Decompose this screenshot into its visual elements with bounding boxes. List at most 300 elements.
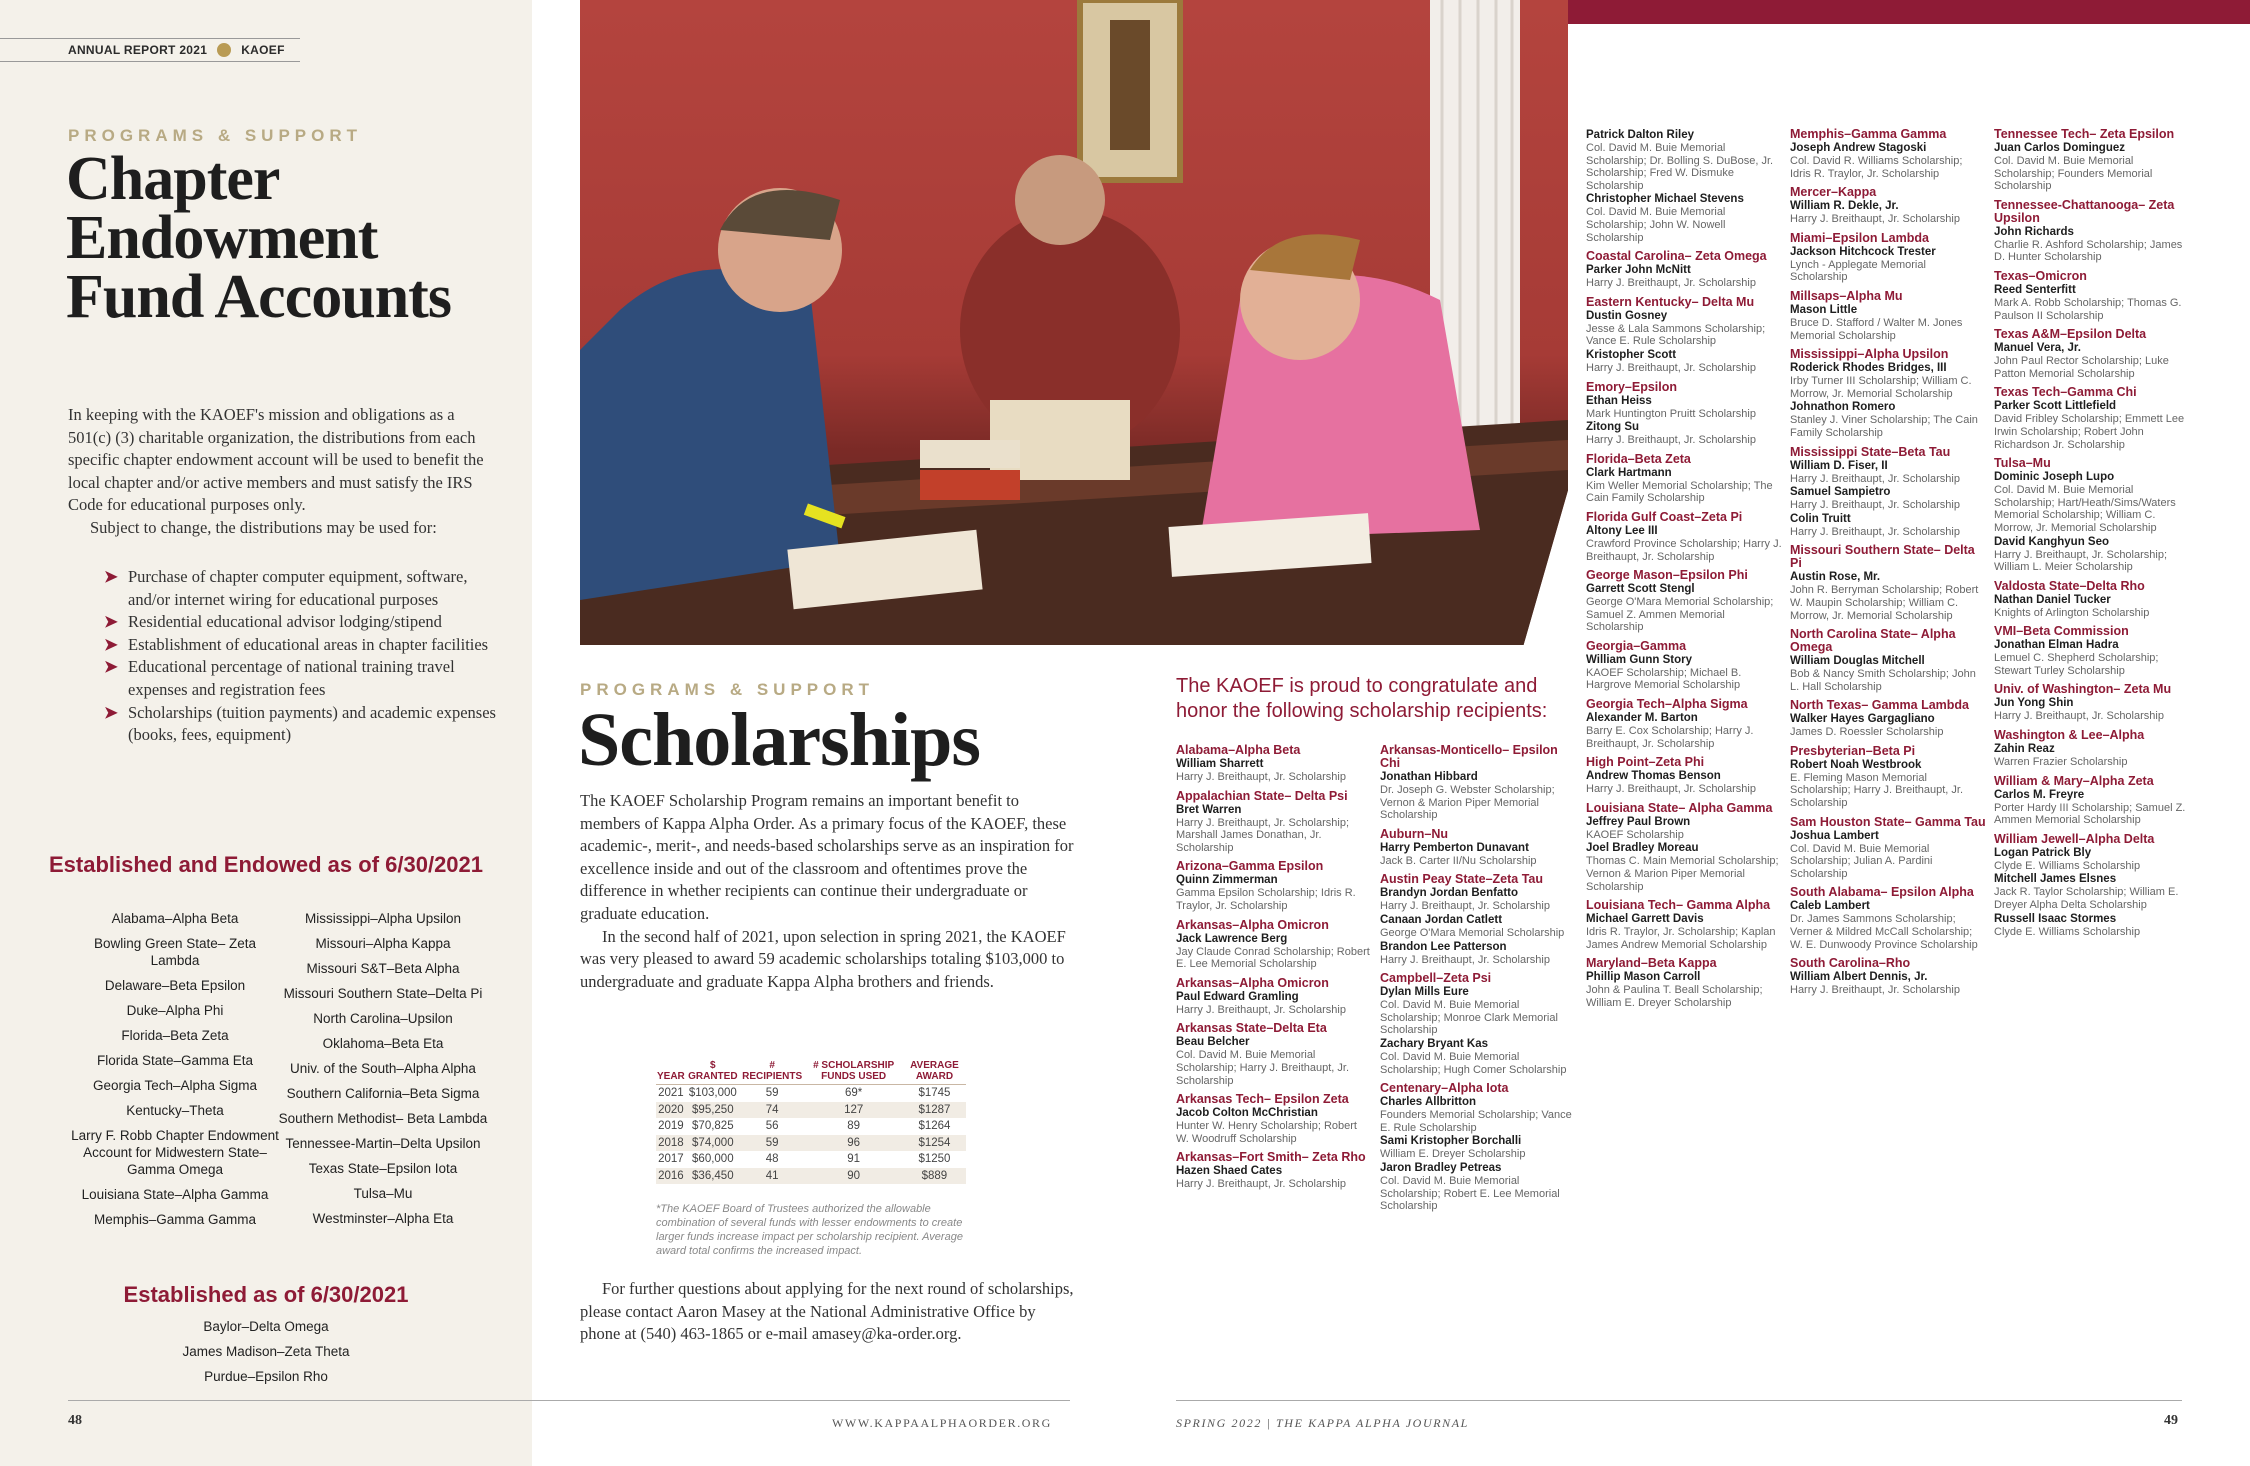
scholarship-name: KAOEF Scholarship; Michael B. Hargrove Memorial Scholarship [1586,666,1742,692]
recipient-name: Michael Garrett Davis [1586,913,1704,926]
chapter-heading: William Jewell–Alpha Delta [1994,831,2155,846]
scholarship-name: Irby Turner III Scholarship; William C. Morrow, Jr. Memorial Scholarship [1790,375,1972,400]
chapter-name: Georgia Tech–Alpha Sigma [92,1078,258,1093]
scholarship-name: Harry J. Breithaupt, Jr. Scholarship [1176,1178,1346,1191]
chapter-name: Louisiana State–Alpha Gamma [81,1187,269,1202]
chapter-group [1790,699,1986,739]
chapter-group [1586,453,1782,505]
chapter-name: Florida State–Gamma Eta [96,1053,254,1068]
recipient-name: Zahin Reaz [1994,743,2055,756]
arrow-icon: ➤ [104,612,118,632]
chapter-group [1790,886,1986,951]
recipient-name: Clark Hartmann [1586,466,1672,479]
distribution-use-text: Establishment of educational areas in chapter facilities [128,634,489,654]
endowed-heading: Established and Endowed as of 6/30/2021 [48,852,484,877]
recipient-name: Andrew Thomas Benson [1586,770,1721,783]
recipient-name: Jonathan Hibbard [1380,771,1478,783]
chapter-group [1994,270,2190,322]
scholarships-paragraph-2: In the second half of 2021, upon selection in spring 2021, the KAOEF was very pleased to award 59 academic scholarships totaling $103,000 to undergraduate and graduate Kappa Alpha brothers and friends. [580,926,1066,991]
arrow-icon: ➤ [104,657,118,677]
distribution-use-text: Educational percentage of national training travel expenses and registration fees [128,657,455,699]
stats-cell: 74 [740,1102,805,1119]
chapter-heading: Tennessee-Chattanooga– Zeta Upsilon [1994,197,2175,225]
recipient-name: Nathan Daniel Tucker [1994,593,2111,606]
chapter-group [1790,816,1986,881]
scholarship-name: George O'Mara Memorial Scholarship; Samuel Z. Ammen Memorial Scholarship [1586,596,1774,634]
stats-cell: 2017 [658,1153,684,1165]
chapter-name: Delaware–Beta Epsilon [104,978,246,993]
distribution-use-item [100,566,500,611]
recipient-name: Jun Yong Shin [1994,697,2074,710]
scholarship-name: Col. David M. Buie Memorial Scholarship; Julian A. Pardini Scholarship [1790,842,1933,880]
left-page-title: Chapter Endowment Fund Accounts [66,145,451,331]
chapter-heading: Tulsa–Mu [1994,456,2051,471]
recipient-name: William Douglas Mitchell [1790,655,1925,668]
scholarship-name: Jack R. Taylor Scholarship; William E. Dreyer Alpha Delta Scholarship [1994,886,2179,912]
scholarship-name: Jay Claude Conrad Scholarship; Robert E. Lee Memorial Scholarship [1176,945,1370,971]
recipients-column-1 [1176,744,1372,1197]
chapter-heading: Arkansas-Monticello– Epsilon Chi [1380,743,1558,770]
scholarships-title: Scholarships [578,698,980,782]
scholarship-name: Col. David R. Williams Scholarship; Idris R. Traylor, Jr. Scholarship [1790,155,1963,180]
chapter-heading: Arkansas–Fort Smith– Zeta Rho [1176,1150,1366,1165]
recipient-name: Carlos M. Freyre [1994,788,2085,801]
chapter-heading: Arizona–Gamma Epsilon [1176,859,1324,874]
chapter-group [1586,957,1782,1009]
chapter-group [1380,1082,1576,1213]
recipient-name: William Sharrett [1176,758,1264,770]
recipient-name: Ethan Heiss [1586,394,1652,407]
scholarship-name: Col. David M. Buie Memorial Scholarship; John W. Nowell Scholarship [1586,206,1726,244]
chapter-heading: South Carolina–Rho [1790,956,1911,971]
stats-cell: 127 [804,1102,902,1119]
recipient-name: William Gunn Story [1586,653,1692,666]
chapter-heading: High Point–Zeta Phi [1586,755,1705,770]
chapter-heading: Coastal Carolina– Zeta Omega [1586,249,1767,264]
chapter-name: Texas State–Epsilon Iota [308,1161,458,1176]
recipient-name: David Kanghyun Seo [1994,535,2110,548]
chapter-group [1380,828,1576,868]
recipient-name: Hazen Shaed Cates [1176,1165,1283,1178]
chapter-name: Univ. of the South–Alpha Alpha [290,1061,476,1076]
distribution-use-text: Scholarships (tuition payments) and academic expenses (books, fees, equipment) [128,702,496,745]
chapter-name: Larry F. Robb Chapter Endowment Account for Midwestern State– Gamma Omega [71,1128,279,1177]
recipient-name: Manuel Vera, Jr. [1994,342,2081,355]
chapter-group [1790,290,1986,342]
top-color-bar [1566,0,2250,24]
stats-cell: 2019 [658,1120,684,1132]
recipient-name: Jacob Colton McChristian [1176,1107,1318,1120]
scholarship-name: Lynch - Applegate Memorial Scholarship [1790,258,1926,284]
recipient-name: Joseph Andrew Stagoski [1790,142,1927,154]
scholarship-name: Bruce D. Stafford / Walter M. Jones Memorial Scholarship [1790,316,1963,342]
painting-figure [1110,20,1150,150]
report-tag [0,38,300,62]
scholarship-name: Harry J. Breithaupt, Jr. Scholarship [1790,472,1960,485]
chapter-heading: Louisiana Tech– Gamma Alpha [1586,898,1771,913]
chapter-heading: Arkansas–Alpha Omicron [1176,975,1329,990]
chapter-heading: Texas A&M–Epsilon Delta [1994,327,2147,342]
stats-cell: 89 [847,1120,861,1132]
chapter-group [1380,873,1576,966]
stats-cell: $70,825 [692,1120,734,1132]
stats-body [656,1085,966,1185]
students-studying-photo [580,0,1568,645]
chapter-group [1586,129,1782,244]
stats-cell: $60,000 [692,1153,734,1165]
footer-divider-left [68,1400,1070,1401]
recipient-name: Charles Allbritton [1380,1096,1477,1109]
chapter-heading: Campbell–Zeta Psi [1380,971,1492,986]
chapter-heading: Mississippi State–Beta Tau [1790,444,1951,459]
chapter-heading: Texas–Omicron [1994,268,2087,283]
chapter-name: Kentucky–Theta [126,1103,224,1118]
distribution-use-item [100,702,500,747]
recipients-column-4 [1790,128,1986,1003]
scholarships-kicker: PROGRAMS & SUPPORT [580,680,875,699]
scholarship-name: John Paul Rector Scholarship; Luke Patton Memorial Scholarship [1994,355,2169,380]
established-list [0,1318,532,1393]
recipient-name: Joshua Lambert [1790,829,1879,842]
book-stack [920,470,1020,500]
stats-row [656,1135,966,1152]
recipient-name: Sami Kristopher Borchalli [1380,1135,1522,1148]
scholarship-name: KAOEF Scholarship [1586,828,1684,841]
chapter-group [1790,544,1986,622]
endowed-list-col1 [70,910,280,1236]
recipient-name: Jackson Hitchcock Trester [1790,245,1936,258]
scholarship-name: Harry J. Breithaupt, Jr. Scholarship [1994,710,2164,723]
left-kicker: PROGRAMS & SUPPORT [68,126,363,145]
chapter-group [1790,128,1986,180]
chapter-heading: Millsaps–Alpha Mu [1790,288,1903,303]
stats-column-header: YEAR [656,1058,686,1085]
chapter-group [1586,569,1782,634]
scholarship-name: Gamma Epsilon Scholarship; Idris R. Traylor, Jr. Scholarship [1176,887,1356,912]
scholarship-name: David Fribley Scholarship; Emmett Lee Irwin Scholarship; Robert John Richardson Jr. Scholarship [1994,413,2185,451]
chapter-heading: South Alabama– Epsilon Alpha [1790,885,1974,900]
recipient-name: Canaan Jordan Catlett [1380,913,1503,926]
scholarship-name: E. Fleming Mason Memorial Scholarship; Harry J. Breithaupt, Jr. Scholarship [1790,771,1964,810]
arrow-icon: ➤ [104,567,118,586]
recipient-name: Zachary Bryant Kas [1380,1037,1489,1050]
stats-footnote: *The KAOEF Board of Trustees authorized the allowable combination of several funds with lesser endowments to create larger funds increase impact per scholarship recipient. Average award total confirms the increased impact. [656,1203,963,1257]
recipient-name: Dominic Joseph Lupo [1994,471,2115,484]
chapter-heading: Arkansas–Alpha Omicron [1176,917,1329,932]
recipient-name: William D. Fiser, II [1790,459,1888,472]
distribution-use-item [100,611,500,634]
recipient-name: Reed Senterfitt [1994,283,2076,296]
chapter-name: James Madison–Zeta Theta [182,1344,350,1359]
scholarship-name: Porter Hardy III Scholarship; Samuel Z. Ammen Memorial Scholarship [1994,801,2186,827]
stats-cell: $889 [903,1168,966,1185]
stats-cell: $36,450 [686,1168,740,1185]
scholarship-name: Charlie R. Ashford Scholarship; James D. Hunter Scholarship [1994,238,2183,264]
chapter-heading: Texas Tech–Gamma Chi [1994,385,2137,400]
recipient-name: John Richards [1994,225,2074,238]
chapter-group [1176,977,1372,1017]
chapter-group [1380,972,1576,1076]
chapter-heading: Florida–Beta Zeta [1586,451,1691,466]
recipient-name: Robert Noah Westbrook [1790,758,1922,771]
established-heading: Established as of 6/30/2021 [123,1282,409,1307]
chapter-group [1994,328,2190,380]
stats-cell: 48 [765,1153,779,1165]
stats-cell: 2016 [656,1168,686,1185]
recipient-name: Phillip Mason Carroll [1586,971,1701,984]
recipient-name: Mason Little [1790,303,1858,316]
chapter-group [1586,296,1782,375]
recipient-name: Beau Belcher [1176,1036,1250,1049]
stats-cell: 59 [765,1087,779,1099]
chapter-heading: William & Mary–Alpha Zeta [1994,773,2154,788]
chapter-heading: Tennessee Tech– Zeta Epsilon [1994,127,2175,141]
scholarship-name: Mark Huntington Pruitt Scholarship [1586,407,1756,420]
recipient-name: Samuel Sampietro [1790,486,1891,499]
chapter-group [1586,802,1782,893]
report-label: ANNUAL REPORT 2021 [68,43,208,57]
scholarship-name: John R. Berryman Scholarship; Robert W. Maupin Scholarship; William C. Morrow, Jr. Memorial Scholarship [1790,584,1979,622]
chapter-heading: Univ. of Washington– Zeta Mu [1994,682,2172,697]
page-number-left: 48 [68,1413,82,1428]
chapter-group [1994,457,2190,574]
recipient-name: Jonathan Elman Hadra [1994,639,2119,652]
stats-row [656,1151,966,1168]
chapter-name: Bowling Green State– Zeta Lambda [93,936,257,968]
recipient-name: Paul Edward Gramling [1176,990,1299,1003]
scholarship-name: Barry E. Cox Scholarship; Harry J. Breithaupt, Jr. Scholarship [1586,725,1754,750]
recipients-column-2 [1380,744,1576,1219]
chapter-heading: Emory–Epsilon [1586,379,1677,394]
page-number-right: 49 [2164,1413,2178,1428]
chapter-group [1994,386,2190,451]
stats-column-header: # SCHOLARSHIP FUNDS USED [804,1058,902,1085]
chapter-name: Southern Methodist– Beta Lambda [278,1111,488,1126]
scholarship-name: Harry J. Breithaupt, Jr. Scholarship [1380,900,1550,913]
stats-cell: $1745 [918,1087,951,1099]
scholarship-name: Col. David M. Buie Memorial Scholarship; Harry J. Breithaupt, Jr. Scholarship [1176,1049,1350,1087]
recipient-name: Dylan Mills Eure [1380,986,1469,999]
recipient-name: Johnathon Romero [1790,401,1896,414]
recipient-name: Altony Lee III [1586,524,1658,537]
scholarship-name: Harry J. Breithaupt, Jr. Scholarship [1176,771,1346,783]
recipient-name: Joel Bradley Moreau [1586,842,1699,855]
recipient-name: Juan Carlos Dominguez [1994,142,2125,154]
scholarship-name: Idris R. Traylor, Jr. Scholarship; Kaplan James Andrew Memorial Scholarship [1586,926,1776,951]
chapter-name: Duke–Alpha Phi [126,1003,224,1018]
scholarship-name: Harry J. Breithaupt, Jr. Scholarship; William L. Meier Scholarship [1994,548,2168,574]
arrow-icon: ➤ [104,634,118,654]
scholarship-name: Thomas C. Main Memorial Scholarship; Vernon & Marion Piper Memorial Scholarship [1586,855,1779,893]
endowed-list-col2 [270,910,496,1235]
scholarship-stats-table [656,1058,966,1184]
chapter-group [1994,625,2190,677]
distribution-use-item [100,656,500,701]
chapter-heading: George Mason–Epsilon Phi [1586,568,1748,583]
scholarship-name: Harry J. Breithaupt, Jr. Scholarship [1790,984,1960,997]
chapter-heading: Mercer–Kappa [1790,185,1877,200]
chapter-group [1176,1093,1372,1145]
stats-row [656,1118,966,1135]
chapter-group [1790,232,1986,284]
recipients-intro: The KAOEF is proud to congratulate and honor the following scholarship recipients: [1176,675,1548,722]
scholarship-name: Col. David M. Buie Memorial Scholarship; Monroe Clark Memorial Scholarship [1380,999,1558,1037]
chapter-name: Florida–Beta Zeta [121,1028,229,1043]
chapter-name: North Carolina–Upsilon [313,1011,453,1026]
chapter-group [1790,446,1986,539]
distribution-use-text: Purchase of chapter computer equipment, software, and/or internet wiring for educational purposes [128,567,468,609]
chapter-group [1176,1022,1372,1087]
chapter-heading: Centenary–Alpha Iota [1380,1081,1509,1096]
scholarship-name: Hunter W. Henry Scholarship; Robert W. Woodruff Scholarship [1176,1120,1357,1145]
recipient-name: Logan Patrick Bly [1994,846,2092,859]
scholarship-name: Warren Frazier Scholarship [1994,756,2128,769]
photo-illustration [580,0,1568,645]
recipient-name: Garrett Scott Stengl [1586,583,1695,596]
scholarship-name: Jesse & Lala Sammons Scholarship; Vance E. Rule Scholarship [1586,322,1766,348]
chapter-group [1176,1151,1372,1191]
footer-divider-right [1176,1400,2182,1401]
chapter-group [1994,683,2190,723]
scholarship-name: Harry J. Breithaupt, Jr. Scholarship [1790,525,1960,538]
stats-row [656,1168,966,1185]
chapter-group [1790,628,1986,693]
recipient-name: Walker Hayes Gargagliano [1790,713,1935,726]
scholarship-name: Crawford Province Scholarship; Harry J. Breithaupt, Jr. Scholarship [1586,537,1782,563]
scholarship-name: Founders Memorial Scholarship; Vance E. Rule Scholarship [1380,1109,1572,1134]
stats-cell: $74,000 [686,1135,740,1152]
left-intro-paragraph-2: Subject to change, the distributions may be used for: [90,517,437,537]
recipient-name: William R. Dekle, Jr. [1790,200,1899,213]
scholarship-name: Col. David M. Buie Memorial Scholarship; Founders Memorial Scholarship [1994,155,2153,193]
recipient-name: Mitchell James Elsnes [1994,873,2117,886]
recipient-name: Jack Lawrence Berg [1176,932,1288,945]
recipients-column-5 [1994,128,2190,944]
scholarship-name: Harry J. Breithaupt, Jr. Scholarship [1586,361,1756,374]
stats-cell: $103,000 [688,1087,737,1099]
footer-journal: SPRING 2022 | THE KAPPA ALPHA JOURNAL [1176,1416,1469,1430]
chapter-name: Purdue–Epsilon Rho [204,1369,328,1384]
chapter-group [1994,775,2190,827]
scholarship-name: Col. David M. Buie Memorial Scholarship; Hart/Heath/Sims/Waters Memorial Scholarship; William C. Morrow, Jr. Memorial Scholarship [1994,484,2176,534]
recipient-name: Zitong Su [1586,421,1640,434]
stats-column-header: # RECIPIENTS [740,1058,805,1085]
scholarship-name: Lemuel C. Shepherd Scholarship; Stewart Turley Scholarship [1994,652,2159,677]
chapter-heading: Florida Gulf Coast–Zeta Pi [1586,509,1743,524]
chapter-group [1790,957,1986,997]
stats-cell: 90 [804,1168,902,1185]
chapter-heading: Arkansas State–Delta Eta [1176,1021,1327,1036]
scholarship-name: James D. Roessler Scholarship [1790,726,1944,739]
crest-icon [217,43,231,57]
chapter-group [1994,833,2190,938]
recipient-name: Bret Warren [1176,803,1242,816]
chapter-heading: Alabama–Alpha Beta [1176,743,1301,757]
chapter-name: Alabama–Alpha Beta [111,911,239,926]
recipient-name: Jaron Bradley Petreas [1380,1161,1502,1174]
chapter-heading: North Texas– Gamma Lambda [1790,698,1969,713]
chapter-group [1586,698,1782,750]
chapter-group [1176,790,1372,855]
scholarship-name: Jack B. Carter II/Nu Scholarship [1380,854,1537,867]
chapter-group [1790,348,1986,439]
recipient-name: Colin Truitt [1790,512,1851,525]
recipient-name: Quinn Zimmerman [1176,874,1278,887]
scholarship-name: Dr. James Sammons Scholarship; Verner & Mildred McCall Scholarship; W. E. Dunwoody Province Scholarship [1790,913,1978,951]
chapter-heading: Mississippi–Alpha Upsilon [1790,347,1949,362]
scholarship-name: Harry J. Breithaupt, Jr. Scholarship [1176,1003,1346,1016]
recipient-name: Parker John McNitt [1586,264,1691,277]
scholarships-body [580,790,1080,993]
chapter-heading: Georgia–Gamma [1586,638,1687,653]
recipient-name: Alexander M. Barton [1586,712,1698,725]
chapter-group [1380,744,1576,822]
chapter-group [1994,199,2190,264]
scholarship-name: Bob & Nancy Smith Scholarship; John L. Hall Scholarship [1790,668,1976,693]
left-intro-paragraph: In keeping with the KAOEF's mission and obligations as a 501(c) (3) charitable organization, the distributions from each specific chapter endowment account will be used to benefit the local chapter and/or active members and must satisfy the IRS Code for educational purposes only. [68,405,484,515]
chapter-name: Baylor–Delta Omega [203,1319,329,1334]
scholarship-name: Col. David M. Buie Memorial Scholarship; Dr. Bolling S. DuBose, Jr. Scholarship; Fred W. Dismuke Scholarship [1586,142,1774,192]
chapter-group [1586,381,1782,447]
scholarship-name: Harry J. Breithaupt, Jr. Scholarship; Marshall James Donathan, Jr. Scholarship [1176,816,1350,854]
stats-cell: 2021 [658,1087,684,1099]
chapter-heading: Georgia Tech–Alpha Sigma [1586,697,1748,712]
stats-header-row [656,1058,966,1085]
scholarship-name: Harry J. Breithaupt, Jr. Scholarship [1790,213,1960,226]
chapter-group [1994,128,2190,193]
stats-cell: $1250 [918,1153,951,1165]
stats-cell: 96 [804,1135,902,1152]
scholarship-name: Col. David M. Buie Memorial Scholarship; Robert E. Lee Memorial Scholarship [1380,1174,1560,1213]
chapter-group [1790,186,1986,226]
stats-cell: 2020 [656,1102,686,1119]
chapter-heading: Washington & Lee–Alpha [1994,728,2145,743]
distribution-use-text: Residential educational advisor lodging/stipend [128,612,442,632]
recipients-column-3 [1586,128,1782,1016]
scholarship-name: Kim Weller Memorial Scholarship; The Cain Family Scholarship [1586,479,1773,505]
stats-cell: $1264 [918,1120,951,1132]
stats-cell: 56 [765,1120,779,1132]
chapter-heading: Missouri Southern State– Delta Pi [1790,543,1975,571]
chapter-name: Missouri Southern State–Delta Pi [283,986,483,1001]
chapter-group [1790,745,1986,810]
stats-cell: 69* [845,1087,863,1099]
chapter-group [1176,919,1372,971]
chapter-heading: Appalachian State– Delta Psi [1176,788,1348,803]
chapter-group [1176,860,1372,912]
chapter-name: Westminster–Alpha Eta [312,1211,454,1226]
chapter-heading: Miami–Epsilon Lambda [1790,230,1929,245]
chapter-heading: Eastern Kentucky– Delta Mu [1586,294,1755,309]
stats-cell: 2018 [656,1135,686,1152]
stats-cell: 41 [740,1168,805,1185]
recipient-name: William Albert Dennis, Jr. [1790,971,1928,984]
recipient-name: Brandon Lee Patterson [1380,940,1507,953]
scholarship-name: Stanley J. Viner Scholarship; The Cain Family Scholarship [1790,414,1978,439]
scholarship-name: George O'Mara Memorial Scholarship [1380,926,1565,939]
scholarship-name: Knights of Arlington Scholarship [1994,606,2150,619]
scholarship-name: Dr. Joseph G. Webster Scholarship; Vernon & Marion Piper Memorial Scholarship [1380,784,1555,822]
scholarship-name: Harry J. Breithaupt, Jr. Scholarship [1586,434,1756,447]
chapter-heading: Auburn–Nu [1380,826,1449,841]
scholarship-name: Harry J. Breithaupt, Jr. Scholarship [1380,953,1550,966]
report-org: KAOEF [241,43,285,57]
chapter-group [1586,640,1782,692]
footer-website: WWW.KAPPAALPHAORDER.ORG [832,1416,1052,1430]
chapter-name: Tennessee-Martin–Delta Upsilon [285,1136,481,1151]
recipient-name: Harry Pemberton Dunavant [1380,841,1529,854]
chapter-group [1586,250,1782,290]
